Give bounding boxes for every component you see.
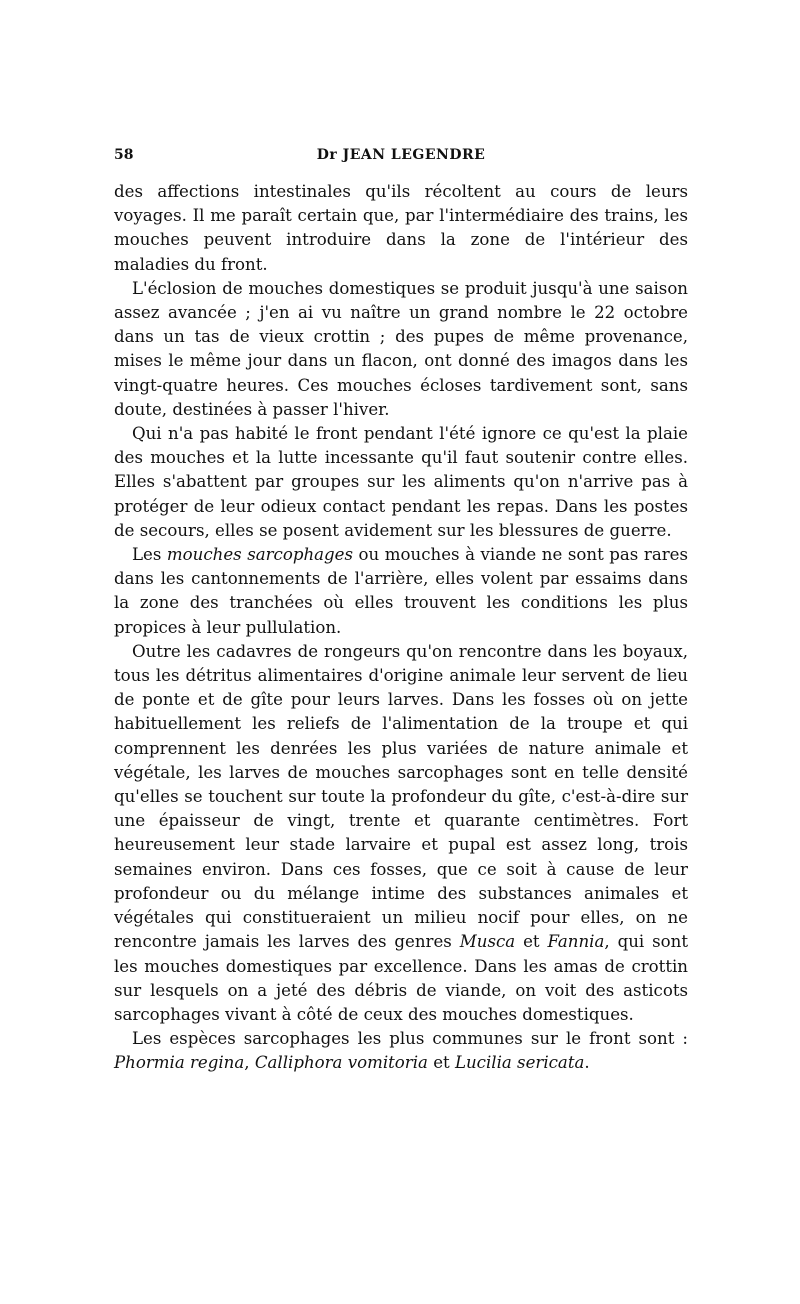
page-header (114, 147, 688, 169)
paragraph-5-part-1: Outre les cadavres de rongeurs qu'on rencontre dans les boyaux, tous les détritus alimentaires d'origine animale leur servent de lieu de ponte et de gîte pour leurs larves. Dans les fosses où on jette habituellement les reliefs de l'alimentation de la troupe et qui comprennent les denrées les plus variées de nature animale et végétale, les larves de mouches sarcophages sont en telle densité qu'elles se touchent sur toute la profondeur du gîte, c'est-à-dire sur une épaisseur de vingt, trente et quarante centimètres. Fort heureusement leur stade larvaire et pupal est assez long, trois semaines environ. Dans ces fosses, que ce soit à cause de leur profondeur ou du mélange intime des substances animales et végétales qui constitueraient un milieu nocif pour elles, on ne rencontre jamais les larves des genres (114, 641, 688, 952)
paragraph-6-part-3: et (427, 1053, 455, 1073)
paragraph-4-rest: ou mouches à viande ne sont pas rares dans les cantonnements de l'arrière, elles volent par essaims dans la zone des tranchées où elles trouvent les conditions les plus propices à leur pullulation. (114, 545, 688, 637)
paragraph-4-lead: Les (132, 545, 167, 565)
running-head: Dr JEAN LEGENDRE (316, 147, 486, 163)
paragraph-6 (114, 1027, 688, 1075)
paragraph-3: Qui n'a pas habité le front pendant l'été ignore ce qu'est la plaie des mouches et la lutte incessante qu'il faut soutenir contre elles. Elles s'abattent par groupes sur les aliments qu'on n'arrive pas à protéger de leur odieux contact pendant les repas. Dans les postes de secours, elles se posent avidement sur les blessures de guerre. (114, 424, 688, 540)
species-lucilia: Lucilia sericata (454, 1053, 585, 1073)
paragraph-6-part-2: , (244, 1053, 255, 1073)
paragraph-2: L'éclosion de mouches domestiques se produit jusqu'à une saison assez avancée ; j'en ai vu naître un grand nombre le 22 octobre dans un tas de vieux crottin ; des pupes de même provenance, mises le même jour dans un flacon, ont donné des imagos dans les vingt-quatre heures. Ces mouches écloses tardivement sont, sans doute, destinées à passer l'hiver. (114, 278, 688, 419)
paragraph-5-part-3: , qui sont les mouches domestiques par excellence. Dans les amas de crottin sur lesquels on a jeté des débris de viande, on voit des asticots sarcophages vivant à côté de ceux des mouches domestiques. (114, 932, 688, 1024)
italic-term-sarcophages: mouches sarcophages (166, 545, 353, 565)
paragraph-6-part-4: . (584, 1053, 590, 1073)
paragraph-6-part-1: Les espèces sarcophages les plus communes sur le front sont : (132, 1029, 688, 1049)
page-number: 58 (114, 147, 134, 163)
species-phormia: Phormia regina (114, 1053, 245, 1073)
genus-musca: Musca (459, 932, 516, 952)
body-text (114, 180, 688, 1076)
genus-fannia: Fannia (547, 932, 605, 952)
species-calliphora: Calliphora vomitoria (254, 1053, 428, 1073)
paragraph-5-part-2: et (515, 932, 548, 952)
paragraph-5 (114, 640, 688, 1027)
paragraph-4 (114, 543, 688, 640)
paragraph-1: des affections intestinales qu'ils récoltent au cours de leurs voyages. Il me paraît certain que, par l'intermédiaire des trains, les mouches peuvent introduire dans la zone de l'intérieur des maladies du front. (114, 182, 688, 274)
